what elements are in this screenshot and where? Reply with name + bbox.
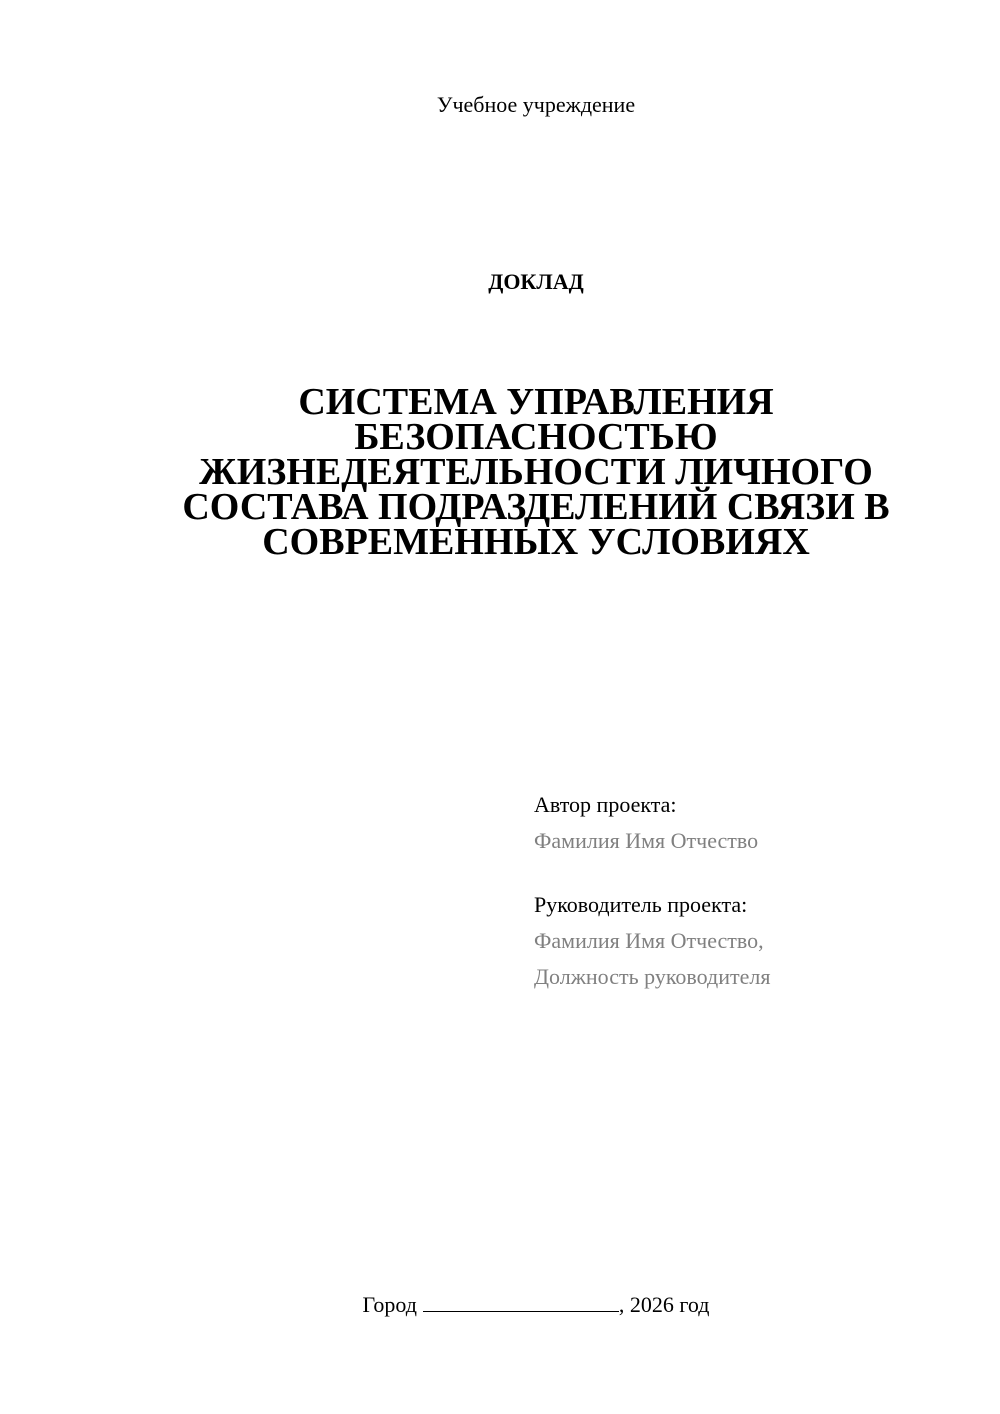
author-name: Фамилия Имя Отчество [534, 828, 759, 853]
document-title [130, 381, 942, 563]
title-line: ЖИЗНЕДЕЯТЕЛЬНОСТИ ЛИЧНОГО [199, 451, 873, 493]
author-label: Автор проекта: [534, 792, 677, 817]
title-line: СОСТАВА ПОДРАЗДЕЛЕНИЙ СВЯЗИ В [182, 486, 890, 528]
footer-city-year [0, 1290, 1000, 1320]
supervisor-label: Руководитель проекта: [534, 892, 748, 917]
credits-block [534, 787, 974, 995]
title-line: СИСТЕМА УПРАВЛЕНИЯ [298, 381, 774, 423]
city-label: Город [362, 1292, 417, 1317]
credits-spacer [534, 859, 974, 887]
document-type: ДОКЛАД [488, 269, 584, 294]
supervisor-name: Фамилия Имя Отчество, [534, 928, 764, 953]
city-blank-line [423, 1290, 619, 1312]
institution-name: Учебное учреждение [436, 92, 636, 117]
title-line: БЕЗОПАСНОСТЬЮ [354, 416, 718, 458]
supervisor-position: Должность руководителя [534, 964, 771, 989]
title-line: СОВРЕМЕННЫХ УСЛОВИЯХ [262, 521, 810, 563]
year-text: , 2026 год [618, 1292, 710, 1317]
